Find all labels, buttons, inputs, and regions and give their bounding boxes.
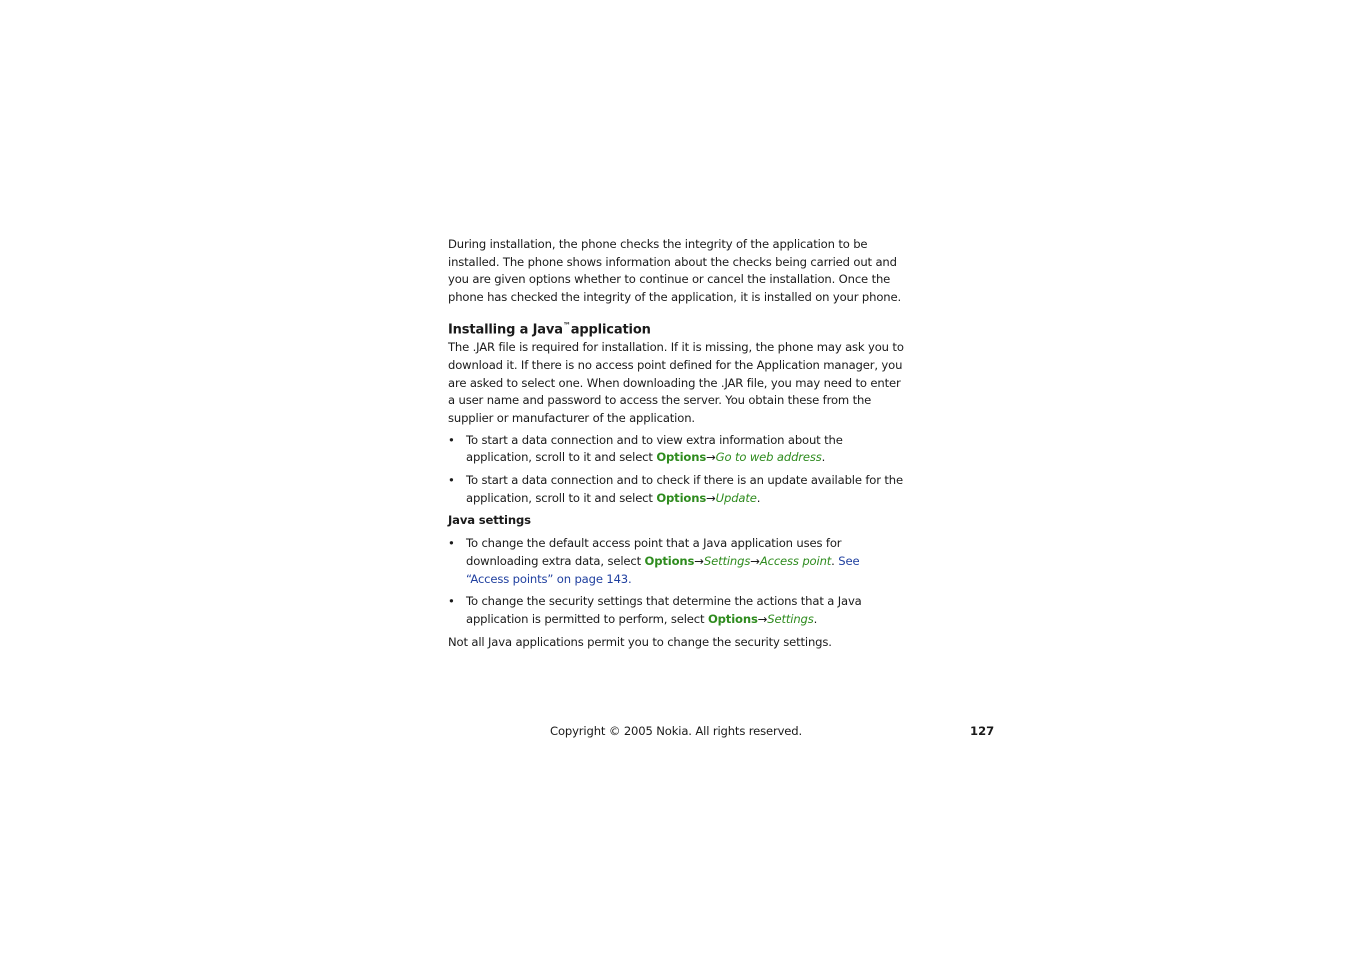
- bullet-end: .: [813, 611, 818, 626]
- page-number: 127: [970, 724, 995, 738]
- bullet-end: .: [821, 450, 826, 465]
- bullet-text: To change the default access point that a Java application uses for downloading extra data, select: [466, 536, 842, 568]
- copyright-notice: Copyright © 2005 Nokia. All rights reserved.: [550, 724, 803, 738]
- cross-reference-link[interactable]: See “Access points” on page 143.: [466, 553, 860, 586]
- list-item: [448, 472, 904, 507]
- bullet-mid: .: [831, 553, 839, 568]
- page-content: [448, 236, 904, 651]
- settings-note: Not all Java applications permit you to change the security settings.: [448, 634, 832, 649]
- section-heading: [448, 317, 904, 339]
- arrow-icon: →: [750, 553, 760, 568]
- trademark-symbol: ™: [562, 320, 571, 330]
- menu-item-ref: Settings: [767, 611, 814, 626]
- bullet-icon: •: [448, 473, 455, 488]
- install-bullets: [448, 432, 904, 508]
- options-menu-ref: Options: [644, 553, 695, 568]
- section-body: The .JAR file is required for installation. If it is missing, the phone may ask you to download it. If there is no access point defined for the Application manager, you are asked to select one. When downloading the .JAR file, you may need to enter a user name and password to access the server. You obtain these from the supplier or manufacturer of the application.: [448, 340, 904, 425]
- java-settings-heading: Java settings: [448, 513, 531, 528]
- bullet-text: To change the security settings that determine the actions that a Java application is permitted to perform, select: [466, 594, 862, 626]
- heading-text: Installing a Java: [448, 322, 563, 338]
- menu-item-ref: Update: [715, 490, 757, 505]
- menu-item-ref: Settings: [703, 553, 751, 568]
- arrow-icon: →: [706, 450, 716, 465]
- options-menu-ref: Options: [707, 611, 758, 626]
- arrow-icon: →: [694, 553, 704, 568]
- bullet-text: To start a data connection and to check if there is an update available for the application, scroll to it and select: [466, 473, 903, 505]
- arrow-icon: →: [757, 611, 768, 626]
- list-item: [448, 535, 904, 588]
- menu-item-ref: Go to web address: [715, 450, 822, 465]
- heading-text-end: application: [570, 322, 651, 338]
- bullet-icon: •: [448, 536, 455, 551]
- list-item: [448, 432, 904, 467]
- arrow-icon: →: [706, 490, 716, 505]
- bullet-end: .: [756, 490, 761, 505]
- menu-item-ref: Access point: [759, 553, 832, 568]
- options-menu-ref: Options: [656, 490, 707, 505]
- bullet-icon: •: [448, 594, 455, 609]
- bullet-icon: •: [448, 432, 455, 447]
- options-menu-ref: Options: [656, 450, 707, 465]
- intro-paragraph: During installation, the phone checks the integrity of the application to be installed. The phone shows information about the checks being carried out and you are given options whether to continue or cancel the installation. Once the phone has checked the integrity of the application, it is installed on your phone.: [448, 237, 901, 305]
- java-settings-bullets: [448, 535, 904, 629]
- bullet-text: To start a data connection and to view extra information about the application, scroll to it and select: [466, 432, 843, 465]
- list-item: [448, 593, 904, 628]
